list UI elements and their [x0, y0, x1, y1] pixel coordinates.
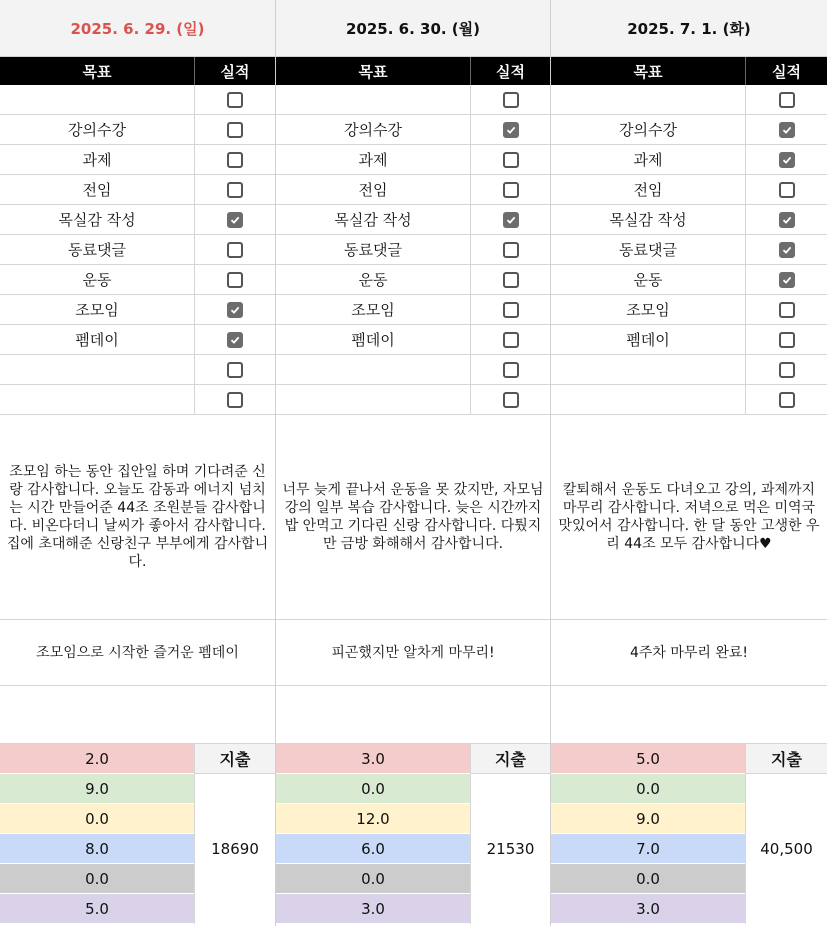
gratitude-note: 조모임 하는 동안 집안일 하며 기다려준 신랑 감사합니다. 오늘도 감동과 에너지 넘치는 시간 만들어준 44조 조원분들 감사합니다. 비온다더니 날씨가 좋아서 감사합니다. 집에 초대해준 신랑친구 부부에게 감사합니다.	[0, 415, 275, 620]
goal-label: 동료댓글	[276, 235, 471, 264]
goal-label: 전임	[276, 175, 471, 204]
date-header: 2025. 6. 29. (일)	[0, 0, 275, 57]
score-cell: 3.0	[276, 894, 470, 924]
result-checkbox[interactable]	[227, 362, 243, 378]
goal-row	[0, 355, 275, 385]
result-cell	[471, 145, 550, 174]
empty-cell	[276, 686, 550, 744]
empty-cell	[0, 686, 275, 744]
result-checkbox[interactable]	[503, 362, 519, 378]
score-cell: 5.0	[0, 894, 194, 924]
goal-label: 운동	[0, 265, 195, 294]
score-cell: 12.0	[276, 804, 470, 834]
goal-label: 운동	[551, 265, 746, 294]
goal-label: 강의수강	[276, 115, 471, 144]
result-checkbox[interactable]	[779, 362, 795, 378]
result-column-header: 실적	[772, 62, 801, 81]
result-column-header: 실적	[220, 62, 250, 81]
goal-label: 전임	[551, 175, 746, 204]
goal-label: 과제	[0, 145, 195, 174]
goal-row	[0, 205, 275, 235]
result-checkbox[interactable]	[227, 272, 243, 288]
date-header: 2025. 7. 1. (화)	[551, 0, 827, 57]
goal-row	[0, 295, 275, 325]
gratitude-note: 너무 늦게 끝나서 운동을 못 갔지만, 자모님 강의 일부 복습 감사합니다. 늦은 시간까지 밥 안먹고 기다린 신랑 감사합니다. 다퉜지만 금방 화해해서 감사합니다.	[276, 415, 550, 620]
goal-label: 조모임	[551, 295, 746, 324]
goal-row	[0, 85, 275, 115]
result-cell	[471, 115, 550, 144]
goal-row	[551, 115, 827, 145]
goal-label: 과제	[551, 145, 746, 174]
goal-label	[276, 85, 471, 114]
goal-label: 강의수강	[0, 115, 195, 144]
result-column-header: 실적	[496, 62, 525, 81]
result-cell	[471, 355, 550, 384]
result-checkbox[interactable]	[779, 332, 795, 348]
table-header	[0, 57, 275, 85]
result-cell	[746, 385, 827, 414]
goal-label: 목실감 작성	[276, 205, 471, 234]
goal-label	[551, 85, 746, 114]
goal-row	[551, 265, 827, 295]
spend-label: 지출	[471, 744, 550, 774]
goal-label: 전임	[0, 175, 195, 204]
score-cell: 9.0	[0, 774, 194, 804]
goal-row	[276, 265, 550, 295]
spend-value: 21530	[486, 840, 535, 858]
goal-row	[551, 235, 827, 265]
score-cell: 0.0	[276, 864, 470, 894]
result-checkbox[interactable]	[503, 272, 519, 288]
result-checkbox[interactable]	[779, 302, 795, 318]
goal-row	[551, 205, 827, 235]
result-cell	[471, 205, 550, 234]
result-cell	[195, 145, 275, 174]
result-cell	[471, 325, 550, 354]
score-list	[276, 744, 471, 924]
score-cell: 2.0	[0, 744, 194, 774]
result-checkbox[interactable]	[503, 332, 519, 348]
result-checkbox[interactable]	[503, 302, 519, 318]
goal-row	[551, 385, 827, 415]
day-summary: 4주차 마무리 완료!	[551, 620, 827, 686]
goal-row	[0, 115, 275, 145]
goal-row	[276, 175, 550, 205]
goal-row	[551, 295, 827, 325]
score-section	[276, 744, 550, 924]
goal-label: 펨데이	[0, 325, 195, 354]
goal-row	[276, 235, 550, 265]
score-cell: 3.0	[276, 744, 470, 774]
spend-box	[195, 744, 275, 924]
spend-box	[471, 744, 550, 924]
result-checkbox[interactable]	[227, 302, 243, 318]
result-cell	[471, 265, 550, 294]
result-checkbox[interactable]	[503, 92, 519, 108]
goal-row	[0, 145, 275, 175]
score-cell: 9.0	[551, 804, 745, 834]
result-cell	[746, 115, 827, 144]
goal-label: 조모임	[0, 295, 195, 324]
score-cell: 0.0	[551, 774, 745, 804]
day-column	[0, 0, 276, 926]
goal-label	[551, 355, 746, 384]
result-cell	[471, 385, 550, 414]
score-section	[551, 744, 827, 924]
result-checkbox[interactable]	[779, 152, 795, 168]
result-checkbox[interactable]	[779, 212, 795, 228]
goal-row	[0, 325, 275, 355]
score-cell: 6.0	[276, 834, 470, 864]
score-section	[0, 744, 275, 924]
result-cell	[746, 175, 827, 204]
result-checkbox[interactable]	[779, 392, 795, 408]
result-cell	[746, 235, 827, 264]
result-cell	[195, 295, 275, 324]
goal-row	[276, 325, 550, 355]
goal-label: 과제	[276, 145, 471, 174]
table-header	[276, 57, 550, 85]
spend-value: 40,500	[760, 840, 813, 858]
result-cell	[195, 235, 275, 264]
result-cell	[471, 85, 550, 114]
result-cell	[195, 265, 275, 294]
day-summary: 조모임으로 시작한 즐거운 펨데이	[0, 620, 275, 686]
result-cell	[746, 295, 827, 324]
goal-row	[276, 115, 550, 145]
goal-label	[551, 385, 746, 414]
day-summary: 피곤했지만 알차게 마무리!	[276, 620, 550, 686]
goal-row	[0, 385, 275, 415]
result-cell	[746, 325, 827, 354]
result-cell	[195, 355, 275, 384]
goal-row	[276, 85, 550, 115]
result-checkbox[interactable]	[227, 212, 243, 228]
score-cell: 0.0	[551, 864, 745, 894]
goal-row	[551, 85, 827, 115]
gratitude-note: 칼퇴해서 운동도 다녀오고 강의, 과제까지 마무리 감사합니다. 저녁으로 먹은 미역국 맛있어서 감사합니다. 한 달 동안 고생한 우리 44조 모두 감사합니다♥	[551, 415, 827, 620]
goal-label: 운동	[276, 265, 471, 294]
date-header: 2025. 6. 30. (월)	[276, 0, 550, 57]
goal-row	[551, 355, 827, 385]
goal-label	[276, 355, 471, 384]
score-cell: 0.0	[0, 864, 194, 894]
goal-label: 동료댓글	[0, 235, 195, 264]
result-checkbox[interactable]	[227, 182, 243, 198]
spend-box	[746, 744, 827, 924]
score-cell: 3.0	[551, 894, 745, 924]
result-cell	[471, 295, 550, 324]
empty-cell	[551, 686, 827, 744]
result-cell	[746, 355, 827, 384]
goal-row	[276, 205, 550, 235]
score-list	[551, 744, 746, 924]
goal-label	[0, 85, 195, 114]
day-column	[276, 0, 551, 926]
result-checkbox[interactable]	[503, 212, 519, 228]
goal-label	[0, 385, 195, 414]
goal-label	[276, 385, 471, 414]
table-header	[551, 57, 827, 85]
goal-row	[551, 175, 827, 205]
goal-label: 목실감 작성	[551, 205, 746, 234]
goal-label: 펨데이	[276, 325, 471, 354]
goal-label: 동료댓글	[551, 235, 746, 264]
goal-row	[276, 295, 550, 325]
goal-label: 펨데이	[551, 325, 746, 354]
result-cell	[746, 145, 827, 174]
goal-row	[276, 145, 550, 175]
result-cell	[195, 325, 275, 354]
goal-row	[0, 235, 275, 265]
result-checkbox[interactable]	[503, 392, 519, 408]
result-checkbox[interactable]	[779, 122, 795, 138]
result-checkbox[interactable]	[779, 272, 795, 288]
goal-label: 목실감 작성	[0, 205, 195, 234]
goal-row	[0, 265, 275, 295]
score-list	[0, 744, 195, 924]
goal-column-header: 목표	[0, 57, 195, 85]
score-cell: 5.0	[551, 744, 745, 774]
goal-row	[551, 325, 827, 355]
result-cell	[471, 175, 550, 204]
result-cell	[195, 115, 275, 144]
day-column	[551, 0, 827, 926]
goal-row	[276, 355, 550, 385]
result-cell	[746, 205, 827, 234]
result-checkbox[interactable]	[227, 332, 243, 348]
goal-label: 강의수강	[551, 115, 746, 144]
result-checkbox[interactable]	[503, 182, 519, 198]
result-checkbox[interactable]	[779, 182, 795, 198]
result-cell	[195, 85, 275, 114]
spend-label: 지출	[746, 744, 827, 774]
spend-value: 18690	[211, 840, 259, 858]
result-checkbox[interactable]	[503, 242, 519, 258]
spend-label: 지출	[195, 744, 275, 774]
result-checkbox[interactable]	[503, 122, 519, 138]
result-cell	[195, 385, 275, 414]
goal-column-header: 목표	[551, 57, 746, 85]
result-checkbox[interactable]	[227, 242, 243, 258]
score-cell: 8.0	[0, 834, 194, 864]
result-checkbox[interactable]	[227, 92, 243, 108]
result-checkbox[interactable]	[779, 92, 795, 108]
result-checkbox[interactable]	[503, 152, 519, 168]
score-cell: 0.0	[276, 774, 470, 804]
score-cell: 0.0	[0, 804, 194, 834]
result-cell	[746, 265, 827, 294]
goal-label	[0, 355, 195, 384]
goal-row	[0, 175, 275, 205]
result-cell	[195, 175, 275, 204]
result-checkbox[interactable]	[227, 392, 243, 408]
goal-row	[551, 145, 827, 175]
goal-row	[276, 385, 550, 415]
score-cell: 7.0	[551, 834, 745, 864]
result-cell	[471, 235, 550, 264]
result-checkbox[interactable]	[227, 122, 243, 138]
result-checkbox[interactable]	[779, 242, 795, 258]
result-cell	[195, 205, 275, 234]
goal-label: 조모임	[276, 295, 471, 324]
result-checkbox[interactable]	[227, 152, 243, 168]
result-cell	[746, 85, 827, 114]
goal-column-header: 목표	[276, 57, 471, 85]
